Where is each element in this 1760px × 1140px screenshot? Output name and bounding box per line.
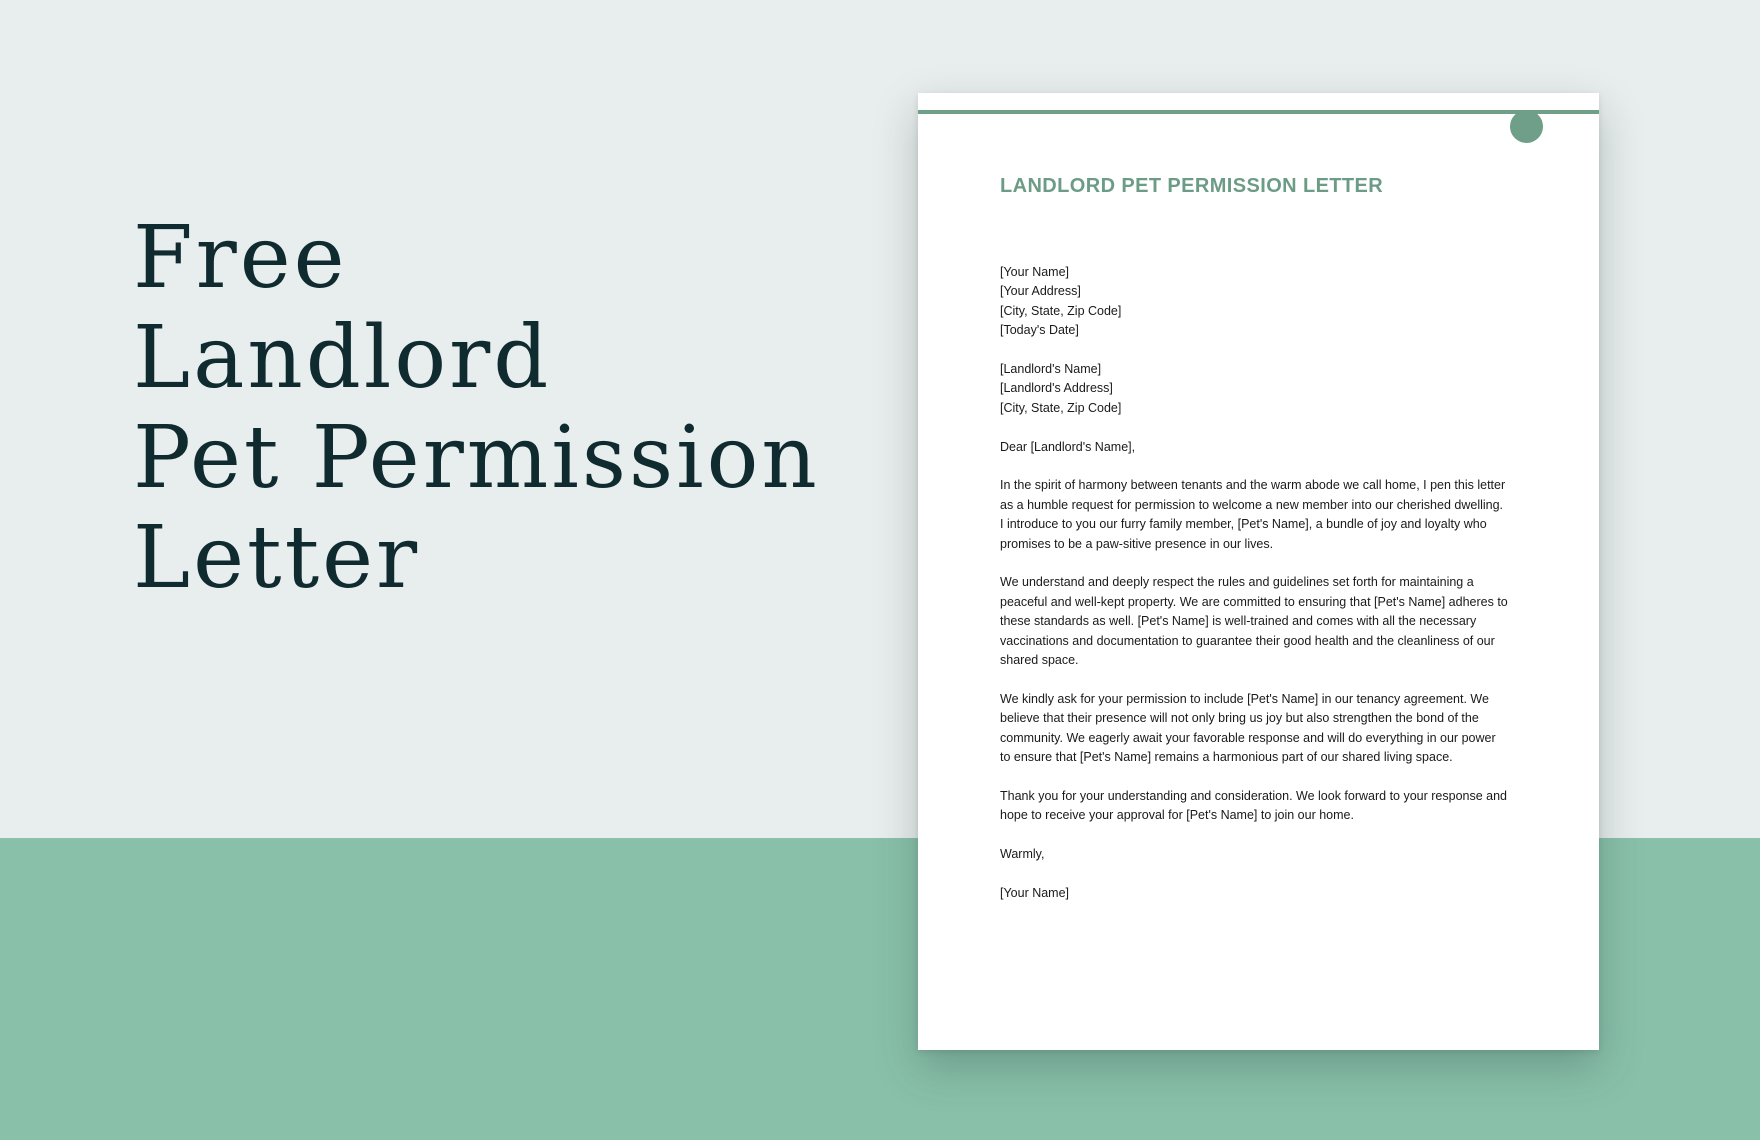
recipient-line: [Landlord's Address]: [1000, 381, 1113, 396]
body-paragraph: [1000, 690, 1530, 768]
hero-title: [133, 208, 833, 608]
paragraph-line: We understand and deeply respect the rules and guidelines set forth for maintaining a: [1000, 575, 1474, 590]
paragraph-line: believe that their presence will not only bring us joy but also strengthen the bond of the: [1000, 711, 1479, 726]
paragraph-line: promises to be a paw-sitive presence in our lives.: [1000, 536, 1274, 551]
sender-line: [Today's Date]: [1000, 323, 1079, 338]
salutation-line: Dear [Landlord's Name],: [1000, 439, 1136, 454]
hero-title-line: Free: [133, 208, 348, 308]
paragraph-line: as a humble request for permission to welcome a new member into our cherished dwelling.: [1000, 497, 1504, 512]
sender-line: [City, State, Zip Code]: [1000, 303, 1122, 318]
recipient-line: [Landlord's Name]: [1000, 362, 1102, 377]
sender-line: [Your Address]: [1000, 284, 1081, 299]
letter-document: [918, 93, 1599, 1050]
sender-line: [Your Name]: [1000, 265, 1070, 279]
closing: [1000, 845, 1530, 864]
recipient-block: [1000, 360, 1530, 418]
body-paragraph: [1000, 476, 1530, 554]
closing-line: Warmly,: [1000, 847, 1045, 862]
hero-title-line: Landlord: [133, 308, 552, 408]
recipient-line: [City, State, Zip Code]: [1000, 400, 1122, 415]
paragraph-line: peaceful and well-kept property. We are committed to ensuring that [Pet's Name] adheres to: [1000, 594, 1508, 609]
signature-line: [Your Name]: [1000, 885, 1070, 900]
header-circle-ornament: [1510, 110, 1543, 143]
letter-body: [1000, 263, 1530, 923]
salutation: [1000, 438, 1530, 457]
header-rule: [918, 110, 1599, 114]
paragraph-line: hope to receive your approval for [Pet's Name] to join our home.: [1000, 808, 1354, 823]
hero-title-line: Letter: [133, 508, 421, 608]
paragraph-line: these standards as well. [Pet's Name] is well-trained and comes with all the necessary: [1000, 614, 1477, 629]
body-paragraph: [1000, 787, 1530, 826]
body-paragraph: [1000, 573, 1530, 670]
paragraph-line: Thank you for your understanding and consideration. We look forward to your response and: [1000, 788, 1508, 803]
hero-title-line: Pet Permission: [133, 408, 820, 508]
paragraph-line: I introduce to you our furry family member, [Pet's Name], a bundle of joy and loyalty who: [1000, 517, 1487, 532]
paragraph-line: In the spirit of harmony between tenants and the warm abode we call home, I pen this letter: [1000, 478, 1506, 493]
sender-block: [1000, 263, 1530, 341]
document-title: LANDLORD PET PERMISSION LETTER: [1000, 175, 1384, 197]
paragraph-line: shared space.: [1000, 653, 1079, 668]
signature: [1000, 884, 1530, 903]
paragraph-line: to ensure that [Pet's Name] remains a harmonious part of our shared living space.: [1000, 750, 1453, 765]
paragraph-line: vaccinations and documentation to guarantee their good health and the cleanliness of our: [1000, 633, 1495, 648]
paragraph-line: community. We eagerly await your favorable response and will do everything in our power: [1000, 730, 1496, 745]
paragraph-line: We kindly ask for your permission to include [Pet's Name] in our tenancy agreement. We: [1000, 691, 1489, 706]
